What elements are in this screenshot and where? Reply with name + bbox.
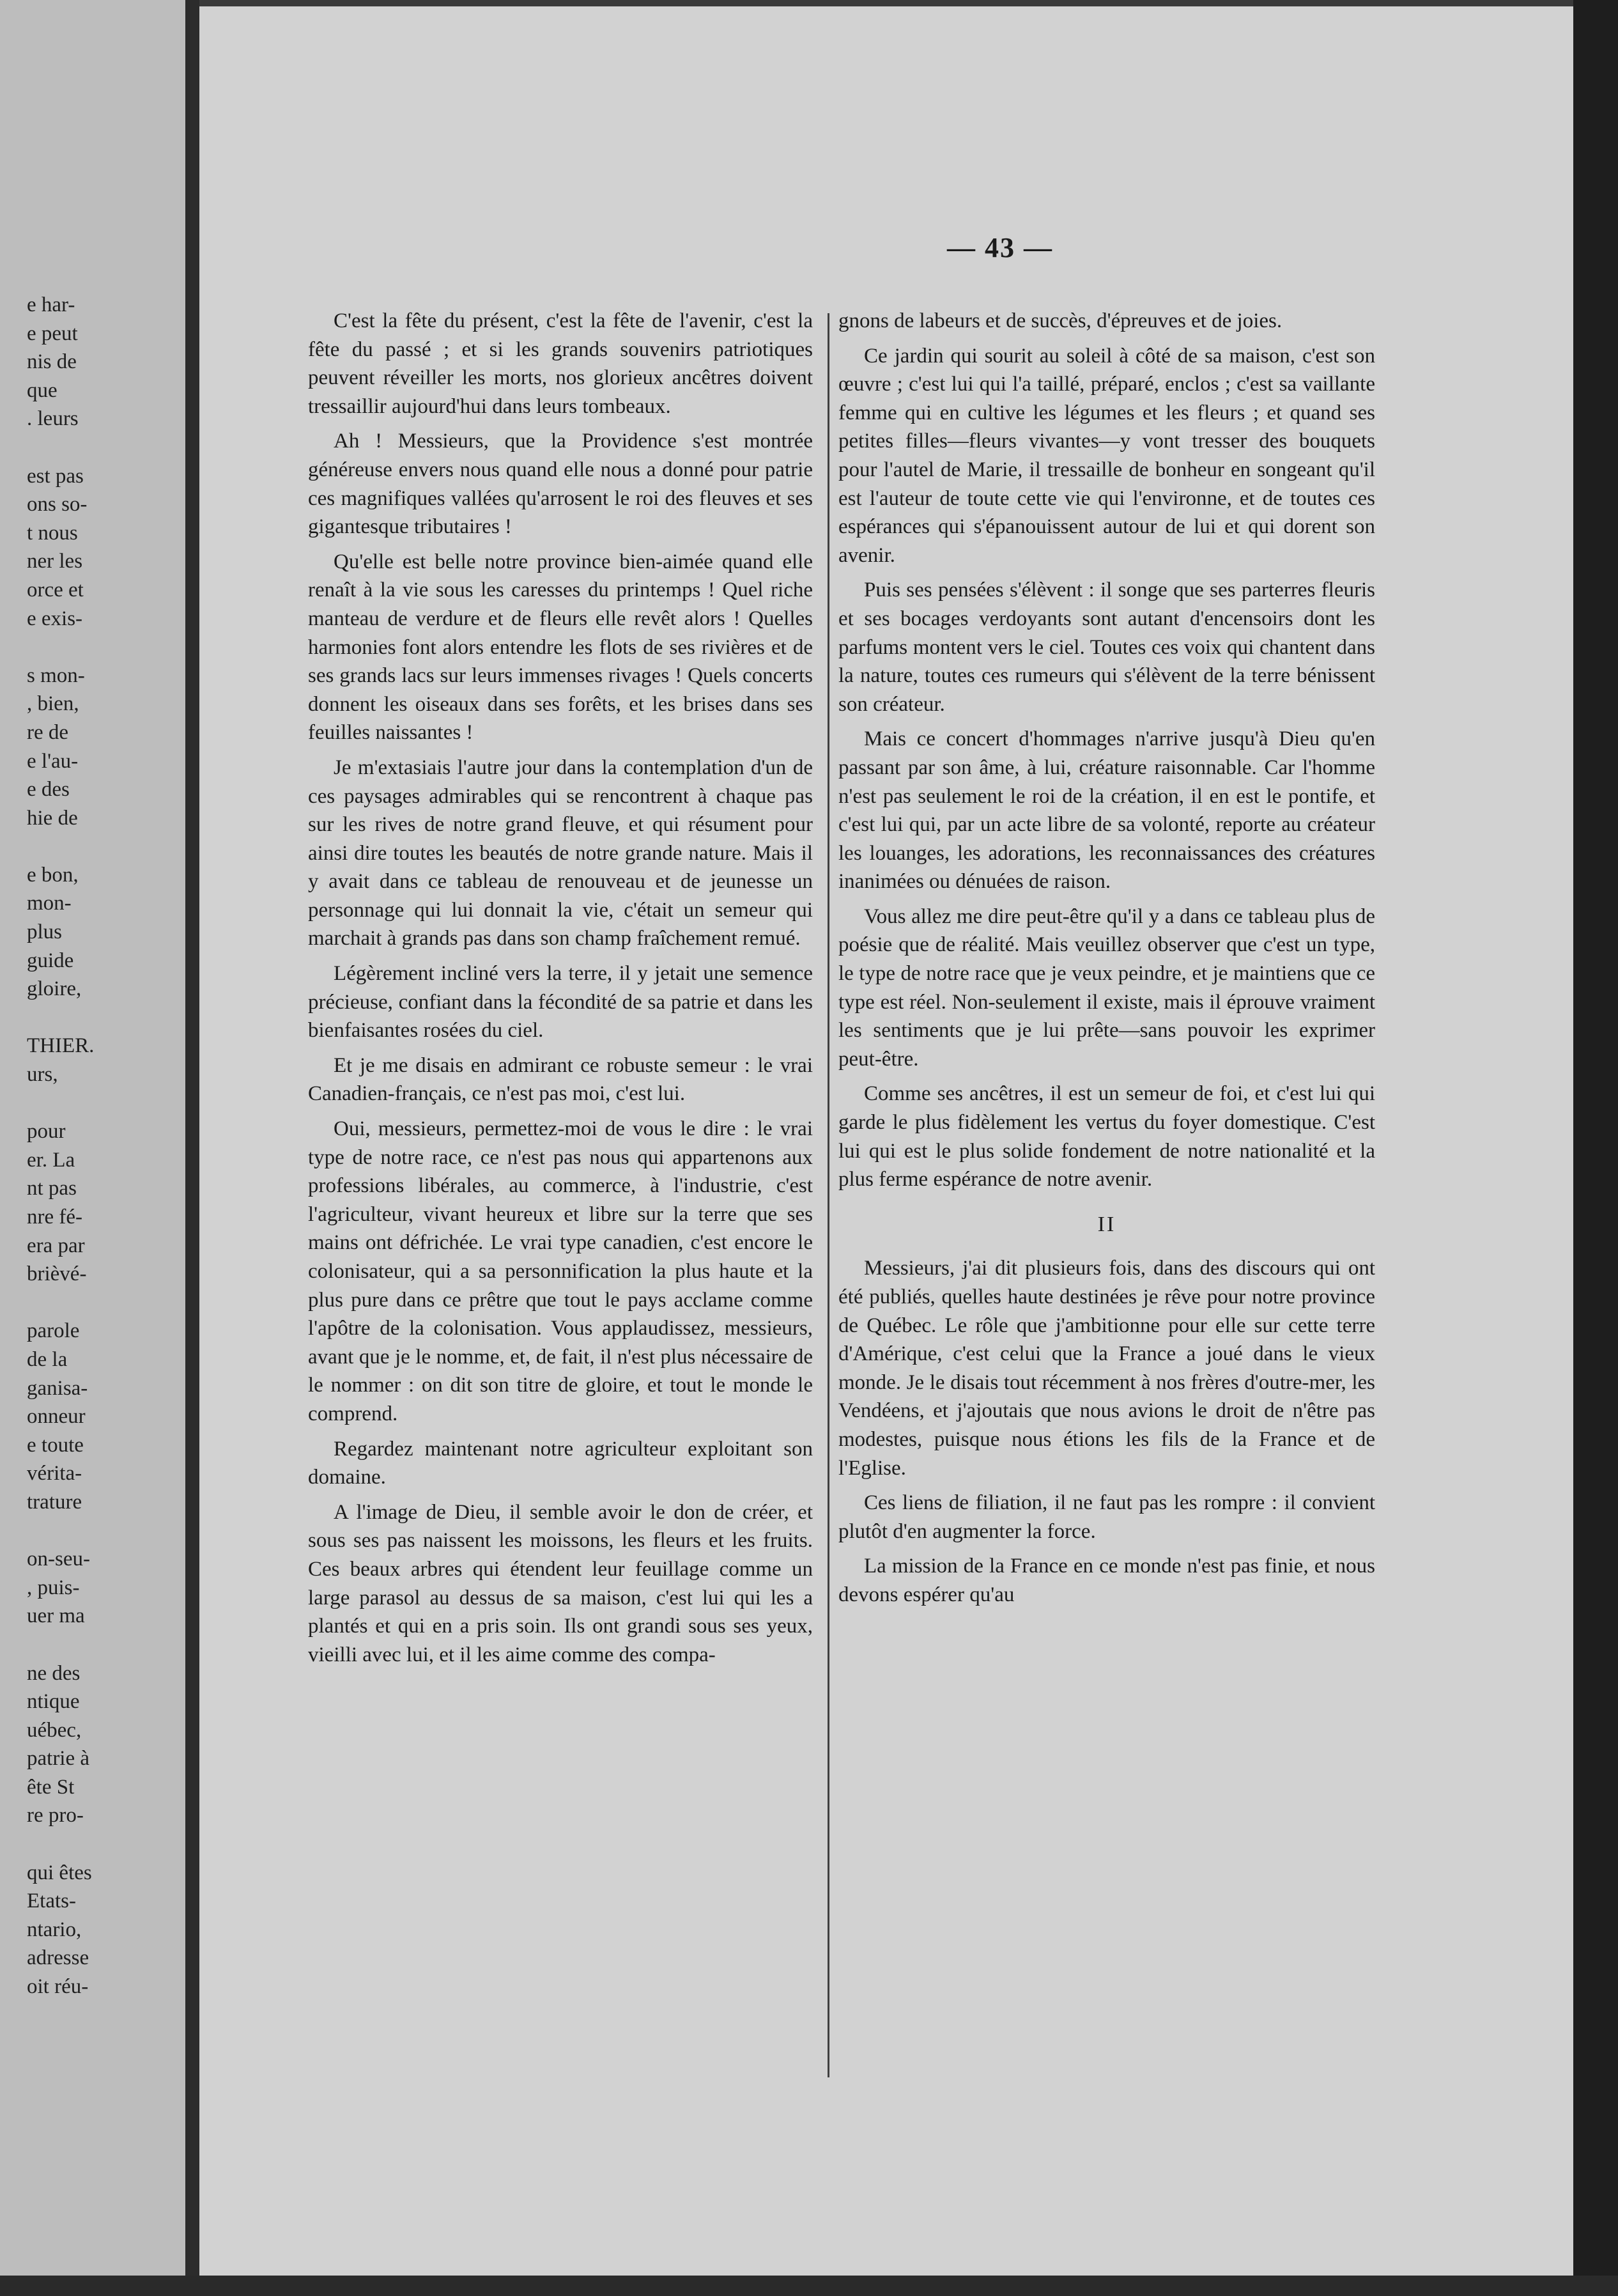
section-heading: II [1097, 1212, 1116, 1236]
column-left [308, 307, 813, 1669]
paragraph: Messieurs, j'ai dit plusieurs fois, dans des discours qui ont été publiés, quelles haute destinées je rêve pour notre province de Québec. Le rôle que j'ambitionne pour elle sur cette terre d'Amérique, c'est celui que la France a joué dans le vieux monde. Je le disais tout récemment à nos frères d'outre-mer, les Vendéens, et j'ajoutais que nous avions le droit de n'être pas modestes, puisque nous étions les fils de la France et de l'Eglise. [838, 1257, 1375, 1480]
paragraph: Comme ses ancêtres, il est un semeur de foi, et c'est lui qui garde le plus fidèlement les vertus du foyer domestique. C'est lui qui est le plus solide fondement de notre nationalité et la plus ferme espérance de notre avenir. [838, 1082, 1375, 1191]
paragraph: La mission de la France en ce monde n'est pas finie, et nous devons espérer qu'au [838, 1555, 1375, 1606]
facing-page-line: Etats- [27, 1889, 76, 1913]
facing-page-line: re de [27, 720, 69, 744]
facing-page-line: s mon- [27, 663, 85, 687]
facing-page-line: orce et [27, 578, 84, 601]
facing-page-line: on-seu- [27, 1547, 90, 1571]
facing-page-line: ne des [27, 1661, 81, 1685]
page-number: — 43 — [947, 232, 1053, 263]
facing-page-line: era par [27, 1234, 85, 1257]
paragraph: Et je me disais en admirant ce robuste semeur : le vrai Canadien-français, ce n'est pas moi, c'est lui. [308, 1053, 813, 1106]
facing-page-line: er. La [27, 1148, 75, 1172]
paragraph: Légèrement incliné vers la terre, il y jetait une semence précieuse, confiant dans la fécondité de sa patrie et dans les bienfaisantes rosées du ciel. [308, 962, 813, 1043]
facing-page-line: que [27, 378, 58, 402]
facing-page-line: plus [27, 920, 63, 944]
facing-page-line: hie de [27, 806, 78, 830]
facing-page-text [27, 291, 180, 2001]
facing-page-line: ner les [27, 550, 83, 573]
facing-page-line: ntique [27, 1690, 80, 1714]
column-divider [828, 313, 829, 2077]
facing-page-line: e peut [27, 322, 78, 345]
facing-page-line: parole [27, 1319, 80, 1343]
facing-page-line [27, 832, 180, 861]
facing-page-line: uer ma [27, 1604, 85, 1628]
facing-page-fragment [0, 0, 185, 2276]
facing-page-line: nre fé- [27, 1206, 83, 1229]
facing-page-line: est pas [27, 464, 84, 488]
page [199, 6, 1573, 2279]
facing-page-line: adresse [27, 1946, 89, 1970]
paragraph: Ce jardin qui sourit au soleil à côté de sa maison, c'est son œuvre ; c'est lui qui l'a taillé, préparé, enclos ; c'est sa vaillante femme qui en cultive les légumes et les fleurs ; et quand ses petites filles—fleurs vivantes—y vont tresser des bouquets pour l'autel de Marie, il tressaille de bonheur en songeant qu'il est l'auteur de toute cette vie qui l'environne, et de toutes ces espérances qui s'épanouissent autour de lui et qui dorent son avenir. [838, 344, 1375, 567]
facing-page-line: onneur [27, 1405, 86, 1429]
paragraph: Je m'extasiais l'autre jour dans la contemplation d'un de ces paysages admirables qui se rencontrent à chaque pas sur les rives de notre grand fleuve, et qui résument pour ainsi dire toutes les beautés de notre grande nature. Mais il y avait dans ce tableau de renouveau et de jeunesse un personnage qui lui donnait la vie, c'était un semeur qui marchait à grands pas dans son champ fraîchement remué. [308, 756, 813, 950]
facing-page-line: qui êtes [27, 1861, 92, 1884]
facing-page-line [27, 1004, 180, 1032]
facing-page-line [27, 633, 180, 662]
facing-page-line: brièvé- [27, 1262, 87, 1286]
paragraph: Regardez maintenant notre agriculteur exploitant son domaine. [308, 1437, 813, 1489]
facing-page-line: gloire, [27, 977, 82, 1001]
paragraph: C'est la fête du présent, c'est la fête de l'avenir, c'est la fête du passé ; et si les grands souvenirs patriotiques peuvent réveiller les morts, nos glorieux ancêtres doivent tressaillir aujourd'hui dans leurs tombeaux. [308, 309, 813, 418]
facing-page-line: uébec, [27, 1718, 82, 1742]
paragraph: Vous allez me dire peut-être qu'il y a dans ce tableau plus de poésie que de réalité. Mais veuillez observer que c'est un type, le type de notre race que je veux peindre, et je maintiens que ce type est réel. Non-seulement il existe, mais il éprouve vraiment les sentiments que je lui prête—sans pouvoir les exprimer peut-être. [838, 904, 1375, 1071]
paragraph: A l'image de Dieu, il semble avoir le don de créer, et sous ses pas naissent les moissons, les fleurs et les fruits. Ces beaux arbres qui étendent leur feuillage comme un large parasol au dessus de sa maison, c'est lui qui les a plantés et qui en a pris soin. Ils ont grandi sous ses yeux, vieilli avec lui, et il les aime comme des compa- [308, 1500, 813, 1666]
paragraph: Qu'elle est belle notre province bien-aimée quand elle renaît à la vie sous les caresses du printemps ! Quel riche manteau de verdure et de fleurs elle revêt alors ! Quelles harmonies font alors entendre les flots de ses rivières et de ses grands lacs sur leurs immenses rivages ! Quels concerts donnent les oiseaux dans ses forêts, et les brises dans ses feuilles naissantes ! [308, 550, 813, 745]
facing-page-line: e exis- [27, 607, 83, 630]
facing-page-line: THIER. [27, 1034, 95, 1058]
facing-page-line: vérita- [27, 1462, 82, 1485]
facing-page-line: pour [27, 1120, 66, 1144]
facing-page-line [27, 1631, 180, 1659]
facing-page-line: . leurs [27, 407, 79, 431]
facing-page-line: ons so- [27, 493, 88, 516]
facing-page-line [27, 1089, 180, 1118]
paragraph-continuation: gnons de labeurs et de succès, d'épreuves et de joies. [838, 309, 1283, 332]
facing-page-line: e des [27, 778, 70, 802]
scan-border [0, 2276, 1618, 2296]
facing-page-line: nt pas [27, 1177, 77, 1200]
column-right [838, 307, 1375, 1610]
paragraph: Mais ce concert d'hommages n'arrive jusqu'à Dieu qu'en passant par son âme, à lui, créature raisonnable. Car l'homme n'est pas seulement le roi de la création, il en est le pontife, et c'est lui qui, par un acte libre de sa volonté, reporte au créateur les louanges, les adorations, les reconnaissances des créatures inanimées ou dénuées de raison. [838, 727, 1375, 894]
facing-page-line: t nous [27, 521, 78, 545]
facing-page-line: de la [27, 1347, 68, 1371]
facing-page-line: e toute [27, 1433, 84, 1457]
paragraph: Oui, messieurs, permettez-moi de vous le dire : le vrai type de notre race, ce n'est pas nous qui appartenons aux professions libérales, au commerce, à l'industrie, c'est l'agriculteur, vivant heureux et libre sur la terre que ses mains ont défrichée. Le vrai type canadien, c'est encore le colonisateur, qui a sa personnification la plus haute et la plus pure dans ce prêtre que tout le pays acclame comme l'apôtre de la colonisation. Vous applaudissez, messieurs, avant que je le nomme, et, de fait, il n'est plus nécessaire de le nommer : on dit son titre de gloire, et tout le monde le comprend. [308, 1117, 813, 1425]
facing-page-line: , puis- [27, 1576, 80, 1599]
facing-page-line: mon- [27, 892, 72, 915]
facing-page-line: ntario, [27, 1918, 82, 1941]
facing-page-line: nis de [27, 350, 77, 374]
facing-page-line: e bon, [27, 863, 79, 887]
facing-page-line: oit réu- [27, 1975, 89, 1999]
page-edge [1573, 0, 1618, 2296]
facing-page-line [27, 1289, 180, 1317]
facing-page-line: trature [27, 1490, 82, 1514]
facing-page-line: e har- [27, 293, 75, 316]
paragraph: Ah ! Messieurs, que la Providence s'est montrée généreuse envers nous quand elle nous a donné pour patrie ces magnifiques vallées qu'arrosent le roi des fleuves et ses gigantesque tributaires ! [308, 430, 813, 539]
facing-page-line: e l'au- [27, 749, 79, 773]
facing-page-line [27, 433, 180, 462]
facing-page-line: patrie à [27, 1747, 90, 1771]
facing-page-line: ganisa- [27, 1376, 88, 1400]
paragraph: Ces liens de filiation, il ne faut pas les rompre : il convient plutôt d'en augmenter la force. [838, 1491, 1375, 1543]
paragraph: Puis ses pensées s'élèvent : il songe que ses parterres fleuris et ses bocages verdoyants sont autant d'encensoirs dont les parfums montent vers le ciel. Toutes ces voix qui chantent dans la nature, toutes ces rumeurs qui s'élèvent de la terre bénissent son créateur. [838, 578, 1375, 716]
facing-page-line [27, 1830, 180, 1859]
facing-page-line: re pro- [27, 1804, 84, 1827]
facing-page-line: , bien, [27, 692, 79, 716]
facing-page-line [27, 1517, 180, 1546]
book-gutter [185, 0, 199, 2296]
facing-page-line: ête St [27, 1775, 75, 1799]
facing-page-line: guide [27, 949, 74, 972]
facing-page-line: urs, [27, 1063, 58, 1087]
